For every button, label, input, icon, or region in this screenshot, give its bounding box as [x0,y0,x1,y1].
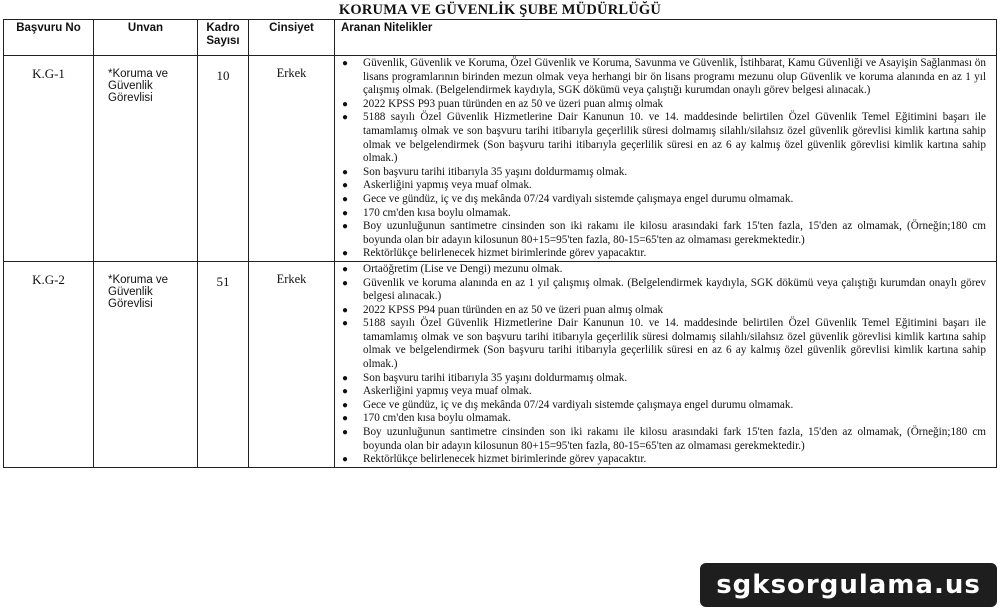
requirement-text: Boy uzunluğunun santimetre cinsinden son iki rakamı ile kilosu arasındaki fark 15'ten fazla, 15'den az olmamak, (Örneğin;180 cm boyunda olan bir adayın kilosunun 80+15=95'ten fazla, 80-15=65'ten az olmaması gerekmektedir.) [363,220,986,246]
requirement-text: Son başvuru tarihi itibarıyla 35 yaşını doldurmamış olmak. [363,371,628,384]
list-item [339,304,986,318]
list-item [339,57,986,98]
basvuru-no-cell: K.G-2 [4,261,94,467]
header-unvan: Unvan [94,20,198,56]
list-item [339,453,986,467]
bullet-icon: ● [342,166,349,178]
bullet-icon: ● [342,277,349,289]
header-basvuru-no: Başvuru No [4,20,94,56]
kadro-sayisi-cell: 10 [198,56,249,262]
list-item [339,412,986,426]
cinsiyet-cell: Erkek [249,261,335,467]
requirement-text: 5188 sayılı Özel Güvenlik Hizmetlerine Dair Kanunun 10. ve 14. maddesinde belirtilen Özel Güvenlik Temel Eğitimini başarı ile tamamlamış olmak ve son başvuru tarihi itibarıyla geçerlilik süresi dolmamış silahlı/silahsız özel güvenlik görevlisi kimlik kartına sahip olmak ve belgelendirmek (Son başvuru tarihi itibarıyla geçerlilik süresi en az 6 ay kalmış özel güvenlik görevlisi kimlik kartına sahip olmak.) [363,317,986,371]
requirement-text: Rektörlükçe belirlenecek hizmet birimlerinde görev yapacaktır. [363,247,647,260]
list-item [339,372,986,386]
requirements-table [3,19,997,468]
list-item [339,385,986,399]
bullet-icon: ● [342,193,349,205]
bullet-icon: ● [342,263,349,275]
kadro-sayisi-cell: 51 [198,261,249,467]
unvan-line: *Koruma ve [108,68,169,80]
requirement-text: Boy uzunluğunun santimetre cinsinden son iki rakamı ile kilosu arasındaki fark 15'ten fazla, 15'den az olmamak, (Örneğin;180 cm boyunda olan bir adayın kilosunun 80+15=95'ten fazla, 80-15=65'ten az olmaması gerekmektedir.) [363,426,986,452]
bullet-icon: ● [342,454,349,466]
bullet-icon: ● [342,386,349,398]
bullet-icon: ● [342,318,349,330]
list-item [339,207,986,221]
nitelikler-cell [335,56,997,262]
requirement-text: Güvenlik ve koruma alanında en az 1 yıl çalışmış olmak. (Belgelendirmek kaydıyla, SGK dökümü veya çalıştığı kurumdan onaylı görev belgesi alınacak.) [363,276,986,303]
requirement-text: 170 cm'den kısa boylu olmamak. [363,412,511,425]
header-kadro-line2: Sayısı [206,35,240,47]
list-item [339,426,986,453]
requirement-text: Askerliğini yapmış veya muaf olmak. [363,179,532,192]
header-cinsiyet: Cinsiyet [249,20,335,56]
watermark-logo: sgksorgulama.us [700,563,997,607]
list-item [339,111,986,165]
unvan-line: Görevlisi [108,297,153,310]
list-item [339,166,986,180]
header-kadro-sayisi [198,20,249,56]
header-kadro-line1: Kadro [206,22,240,34]
unvan-line: *Koruma ve [108,273,169,286]
unvan-line: Görevlisi [108,92,153,104]
bullet-icon: ● [342,112,349,124]
requirement-text: Rektörlükçe belirlenecek hizmet birimlerinde görev yapacaktır. [363,453,647,466]
requirement-text: Ortaöğretim (Lise ve Dengi) mezunu olmak. [363,262,563,275]
basvuru-no-cell: K.G-1 [4,56,94,262]
bullet-icon: ● [342,372,349,384]
list-item [339,193,986,207]
table-row [4,261,997,467]
list-item [339,247,986,261]
requirement-text: 5188 sayılı Özel Güvenlik Hizmetlerine Dair Kanunun 10. ve 14. maddesinde belirtilen Özel Güvenlik Temel Eğitimini başarı ile tamamlamış olmak ve son başvuru tarihi itibarıyla geçerlilik süresi dolmamış silahlı/silahsız özel güvenlik görevlisi kimlik kartına sahip olmak ve belgelendirmek (Son başvuru tarihi itibarıyla geçerlilik süresi en az 6 ay kalmış özel güvenlik görevlisi kimlik kartına sahip olmak.) [363,111,986,165]
requirement-text: 2022 KPSS P94 puan türünden en az 50 ve üzeri puan almış olmak [363,303,664,316]
nitelikler-cell [335,261,997,467]
cinsiyet-cell: Erkek [249,56,335,262]
requirements-list [339,263,986,467]
bullet-icon: ● [342,399,349,411]
list-item [339,399,986,413]
requirement-text: 170 cm'den kısa boylu olmamak. [363,206,511,219]
bullet-icon: ● [342,98,349,110]
unvan-cell [94,56,198,262]
requirement-text: Askerliğini yapmış veya muaf olmak. [363,385,532,398]
page-title: KORUMA VE GÜVENLİK ŞUBE MÜDÜRLÜĞÜ [338,2,662,18]
bullet-icon: ● [342,248,349,260]
bullet-icon: ● [342,413,349,425]
list-item [339,98,986,112]
bullet-icon: ● [342,221,349,233]
table-row [4,56,997,262]
list-item [339,220,986,247]
bullet-icon: ● [342,207,349,219]
header-aranan-nitelikler: Aranan Nitelikler [335,20,997,56]
unvan-cell [94,261,198,467]
requirement-text: Son başvuru tarihi itibarıyla 35 yaşını doldurmamış olmak. [363,165,628,178]
requirement-text: Güvenlik, Güvenlik ve Koruma, Özel Güvenlik ve Koruma, Savunma ve Güvenlik, İstihbarat, Kamu Güvenliği ve Asayişin Sağlanması ön lisans programlarının birinden mezun olmak veya herhangi bir ön lisans programı mezunu olup Güvenlik ve koruma alanında en az 1 yıl çalışmış olmak. (Belgelendirmek kaydıyla, SGK dökümü veya çalıştığı kurumdan onaylı görev belgesi alınacak.) [363,57,986,97]
list-item [339,263,986,277]
table-header-row [4,20,997,56]
unvan-line: Güvenlik [108,80,153,92]
bullet-icon: ● [342,180,349,192]
list-item [339,179,986,193]
requirement-text: Gece ve gündüz, iç ve dış mekânda 07/24 vardiyalı sistemde çalışmaya engel durumu olmamak. [363,192,794,205]
bullet-icon: ● [342,58,349,69]
bullet-icon: ● [342,304,349,316]
requirement-text: 2022 KPSS P93 puan türünden en az 50 ve üzeri puan almış olmak [363,97,664,110]
bullet-icon: ● [342,427,349,439]
requirements-list [339,57,986,261]
requirement-text: Gece ve gündüz, iç ve dış mekânda 07/24 vardiyalı sistemde çalışmaya engel durumu olmamak. [363,398,794,411]
list-item [339,317,986,371]
list-item [339,277,986,304]
unvan-line: Güvenlik [108,285,153,298]
